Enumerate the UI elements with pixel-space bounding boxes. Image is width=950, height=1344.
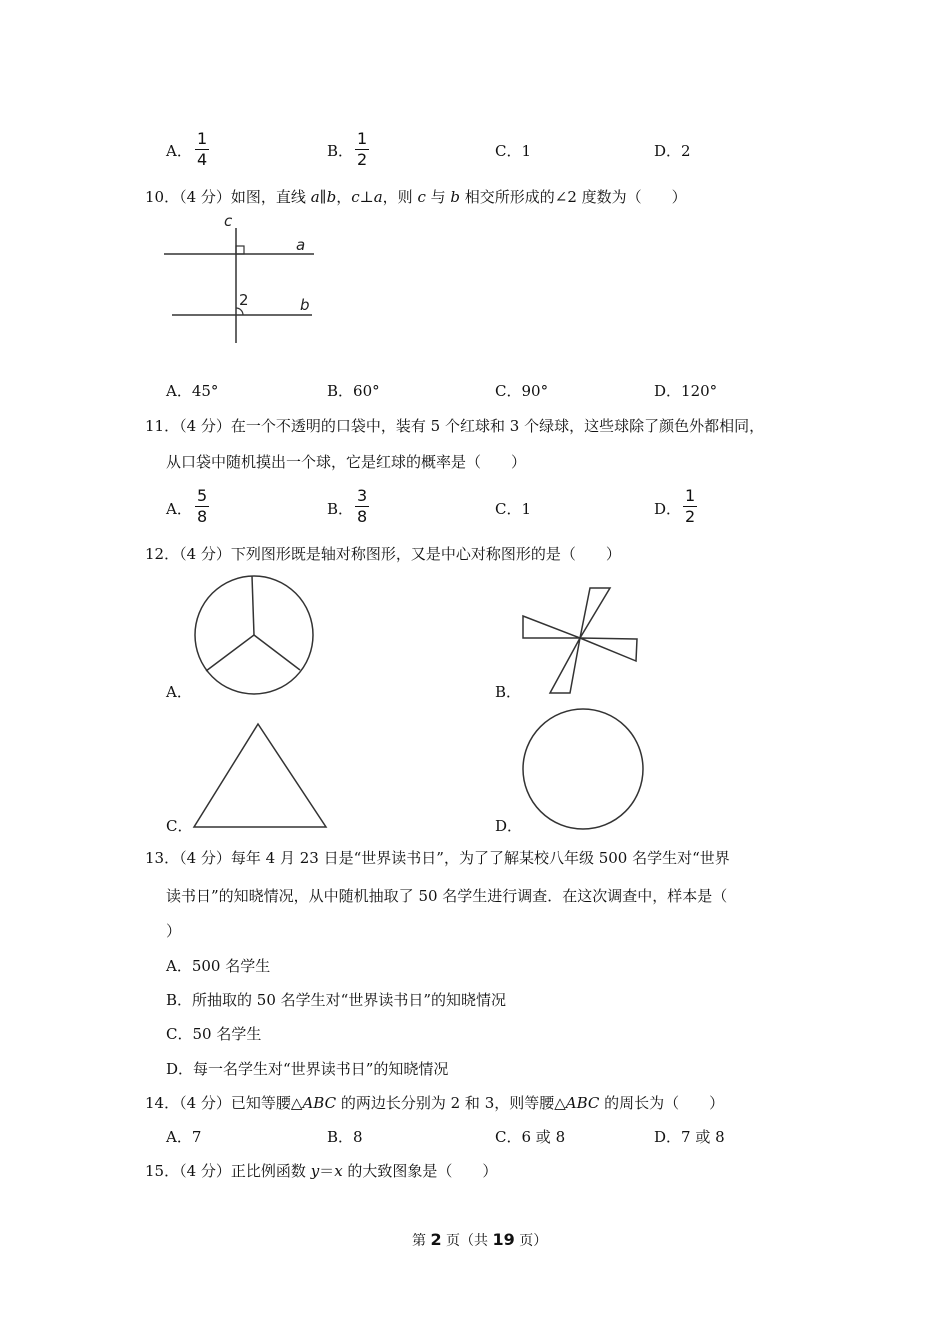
label-c: c [224,212,233,230]
q9-option-b-fraction [355,130,369,169]
q10-option-a: A．45° [166,382,219,400]
q11-option-a: A． [166,500,192,518]
q13-stem-line-1: 13．（4 分）每年 4 月 23 日是“世界读书日”，为了了解某校八年级 500 名学生对“世界 [145,849,730,867]
q10-option-b: B．60° [327,382,380,400]
denominator: 2 [357,150,368,169]
q13-option-b: B．所抽取的 50 名学生对“世界读书日”的知晓情况 [166,991,506,1009]
q12-figure-c-triangle [190,720,330,830]
q12-stem: 12．（4 分）下列图形既是轴对称图形，又是中心对称图形的是（ ） [145,545,621,563]
q11-option-c: C．1 [495,500,532,518]
q10-parallel-lines-figure [160,212,320,347]
q14-option-b: B．8 [327,1128,363,1146]
q12-figure-d-circle [520,708,646,832]
q9-option-a-fraction [195,130,209,169]
q11-option-d: D． [654,500,682,518]
q11-option-b-fraction: 3 8 [357,486,368,526]
label-a: a [296,236,306,254]
denominator: 4 [197,150,208,169]
q13-stem-line-3: ） [166,922,182,940]
label-2: 2 [239,291,249,309]
q11-option-d-fraction: 1 2 [685,486,696,526]
q11-option-b: B． [327,500,354,518]
q11-stem-line-2: 从口袋中随机摸出一个球，它是红球的概率是（ ） [166,453,527,471]
q12-label-a: A． [166,683,192,701]
q11-stem-line-1: 11．（4 分）在一个不透明的口袋中，装有 5 个红球和 3 个绿球，这些球除了颜色外都相同， [145,417,765,435]
q14-stem: 14．（4 分）已知等腰△ABC 的两边长分别为 2 和 3，则等腰△ABC 的周长为（ ） [145,1094,725,1112]
q12-figure-b-pinwheel [520,585,640,697]
page-number: 2 [430,1230,442,1249]
q12-figure-a-circle-three-sectors [192,573,316,697]
page-total: 19 [492,1230,515,1249]
q14-option-c: C．6 或 8 [495,1128,566,1146]
q10-option-d: D．120° [654,382,718,400]
q9-option-b: B． [327,142,354,160]
label-b: b [300,296,310,314]
q12-label-c: C． [166,817,193,835]
numerator: 1 [357,129,368,148]
q15-stem: 15．（4 分）正比例函数 y＝x 的大致图象是（ ） [145,1162,498,1180]
page-footer: 第 2 页（共 19 页） [412,1230,548,1249]
numerator: 1 [197,129,208,148]
angle-2-arc [236,308,243,315]
q12-label-d: D． [495,817,523,835]
q13-option-c: C．50 名学生 [166,1025,262,1043]
q12-label-b: B． [495,683,522,701]
q10-option-c: C．90° [495,382,549,400]
q9-option-d: D．2 [654,142,691,160]
q9-option-a: A． [166,142,192,160]
q13-stem-line-2: 读书日”的知晓情况，从中随机抽取了 50 名学生进行调查．在这次调查中，样本是（ [166,887,728,905]
right-angle-mark [236,246,244,254]
q13-option-a: A．500 名学生 [166,957,271,975]
q9-option-c: C．1 [495,142,532,160]
q11-option-a-fraction: 5 8 [197,486,208,526]
q14-option-d: D．7 或 8 [654,1128,725,1146]
q14-option-a: A．7 [166,1128,202,1146]
q13-option-d: D．每一名学生对“世界读书日”的知晓情况 [166,1060,449,1078]
q10-stem: 10．（4 分）如图，直线 a∥b，c⊥a，则 c 与 b 相交所形成的∠2 度数为（ ） [145,188,687,206]
